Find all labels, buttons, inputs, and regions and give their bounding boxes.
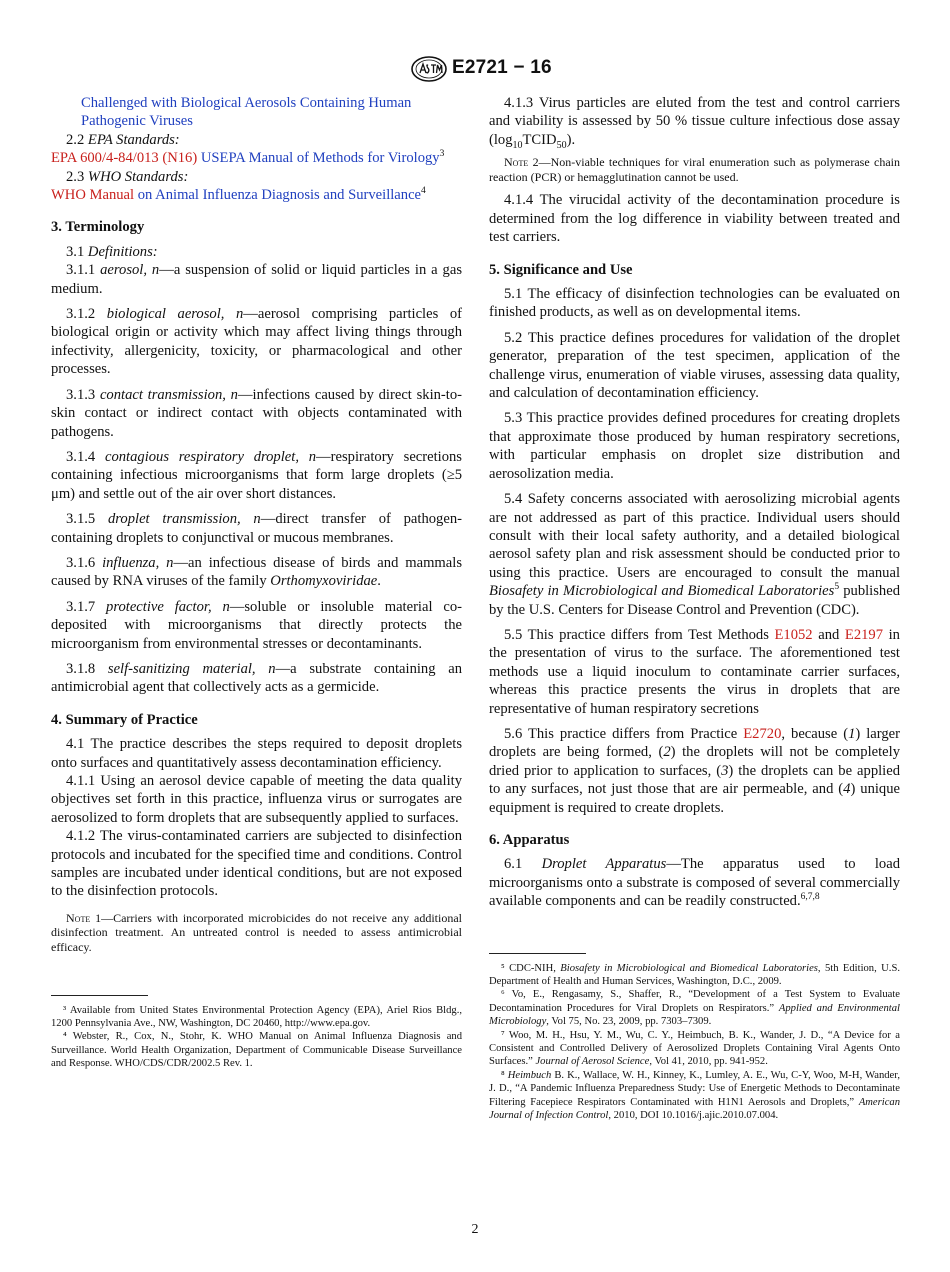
astm-logo-icon	[411, 56, 447, 82]
paragraph-5-5: 5.5 This practice differs from Test Methods E1052 and E2197 in the presentation of virus to the surface. The aforementioned test methods use a liquid inoculum to contaminate carrier surfaces, whereas this practice presents the virus in droplets that are representative of human respiratory secretions	[489, 626, 900, 717]
standard-designation: E2721 − 16	[452, 57, 552, 78]
reference-continuation[interactable]: Challenged with Biological Aerosols Containing Human Pathogenic Viruses	[81, 95, 412, 130]
definition-protective-factor: 3.1.7 protective factor, n—soluble or insoluble material co-deposited with microorganisms that directly protects the microorganism from environmental stresses or decontaminants.	[51, 598, 463, 652]
reference-epa[interactable]: EPA 600/4-84/013 (N16) USEPA Manual of Methods for Virology$^3$	[51, 149, 445, 167]
footnote-5: ⁵ CDC-NIH, Biosafety in Microbiological and Biomedical Laboratories, 5th Edition, U.S. Department of Health and Human Services, Washington, D.C., 2009.	[489, 962, 901, 988]
definition-biological-aerosol: 3.1.2 biological aerosol, n—aerosol comprising particles of biological origin or activity which may affect living things through infectivity, allergenicity, toxicity, or pharmacological and other processes.	[51, 306, 462, 378]
footnote-7: ⁷ Woo, M. H., Hsu, Y. M., Wu, C. Y., Heimbuch, B. K., Wander, J. D., “A Device for a Consistent and Controlled Delivery of Aerosolized Droplets Containing Viral Agents Onto Surfaces.” Journal of Aerosol Science, Vol 41, 2010, pp. 941-952.	[489, 1029, 900, 1068]
note-2: Note 2—Non-viable techniques for viral enumeration such as polymerase chain reaction (PCR) or hemagglutination cannot be used.	[489, 155, 900, 184]
paragraph-5-3: 5.3 This practice provides defined procedures for creating droplets that approximate those produced by human respiratory secretions, with particular emphasis on droplet size distribution and aerosolization media.	[489, 410, 900, 482]
footnote-divider	[489, 953, 586, 954]
footnote-6: ⁶ Vo, E., Rengasamy, S., Shaffer, R., “Development of a Test System to Evaluate Decontamination Procedures for Viral Droplets on Respirators.” Applied and Environmental Microbiology, Vol 75, No. 23, 2009, pp. 7303–7309.	[489, 989, 900, 1028]
footnote-divider	[51, 995, 148, 996]
paragraph-5-4: 5.4 Safety concerns associated with aerosolizing microbial agents are not addressed as part of this practice. Individual users should consult with their local safety authority, and a detailed biological aerosol safety plan and risk assessment should be conducted prior to using this practice. Users are encouraged to consult the manual Biosafety in Microbiological and Biomedical Laboratories$^5$ published by the U.S. Centers for Disease Control and Prevention (CDC).	[489, 491, 900, 618]
definition-contact-transmission: 3.1.3 contact transmission, n—infections caused by direct skin-to-skin contact or indirect contact with objects contaminated with pathogens.	[51, 386, 463, 440]
page-number: 2	[471, 1222, 479, 1237]
definition-respiratory-droplet: 3.1.4 contagious respiratory droplet, n—respiratory secretions containing infectious microorganisms that form large droplets (≥5 μm) and settle out of the air over short distances.	[51, 448, 462, 502]
reference-who[interactable]: WHO Manual on Animal Influenza Diagnosis and Surveillance$^4$	[51, 186, 426, 204]
section-heading-summary: 4. Summary of Practice	[51, 711, 198, 728]
definition-influenza: 3.1.6 influenza, n—an infectious disease of birds and mammals caused by RNA viruses of the family Orthomyxoviridae.	[51, 554, 462, 590]
paragraph-6-1: 6.1 Droplet Apparatus—The apparatus used to load microorganisms onto a substrate is composed of several commercially available components and can be readily constructed.$^{6,7,8}$	[489, 856, 900, 910]
paragraph-4-1-1: 4.1.1 Using an aerosol device capable of meeting the data quality objectives set forth in this practice, influenza virus or surrogates are aerosolized to form droplets that are subsequently applied to surfaces.	[51, 773, 462, 826]
paragraph-4-1-2: 4.1.2 The virus-contaminated carriers are subjected to disinfection protocols and incubated for the specified time and conditions. Control samples are incubated under identical conditions, but are not exposed to the disinfection protocols.	[51, 828, 462, 900]
paragraph-4-1-3: 4.1.3 Virus particles are eluted from the test and control carriers and viability is assessed by 50 % tissue culture infectious dose assay $(\log_{10}TCID_{50})$.	[489, 95, 900, 151]
link-e2197[interactable]: E2197	[844, 626, 884, 643]
definition-self-sanitizing: 3.1.8 self-sanitizing material, n—a substrate containing an antimicrobial agent that collectively acts as a germicide.	[51, 660, 462, 696]
note-1: Note 1—Carriers with incorporated microbicides do not receive any additional disinfection treatment. An untreated control is needed to assess antimicrobial efficacy.	[51, 910, 462, 955]
footnote-4: ⁴ Webster, R., Cox, N., Stohr, K. WHO Manual on Animal Influenza Diagnosis and Surveillance. World Health Organization, Department of Communicable Disease Surveillance and Response. WHO/CDS/CDR/2002.5 Rev. 1.	[51, 1031, 462, 1070]
footnote-8: ⁸ Heimbuch B. K., Wallace, W. H., Kinney, K., Lumley, A. E., Wu, C-Y, Woo, M-H, Wander, J. D., “A Pandemic Influenza Preparedness Study: Use of Energetic Methods to Decontaminate Filtering Facepiece Respirators Contaminated with H1N1 Aerosols and Droplets,” American Journal of Infection Control, 2010, DOI 10.1016/j.ajic.2010.07.004.	[489, 1069, 900, 1122]
footnote-3: ³ Available from United States Environmental Protection Agency (EPA), Ariel Rios Bldg., 1200 Pennsylvania Ave., NW, Washington, DC 20460, http://www.epa.gov.	[51, 1004, 462, 1030]
link-e2720[interactable]: E2720	[743, 725, 782, 742]
definition-droplet-transmission: 3.1.5 droplet transmission, n—direct transfer of pathogen-containing droplets to conjunctival or mucous membranes.	[51, 511, 462, 546]
definition-aerosol: 3.1.1 aerosol, n—a suspension of solid or liquid particles in a gas medium.	[51, 262, 462, 297]
paragraph-5-1: 5.1 The efficacy of disinfection technologies can be evaluated on finished products, as well as on developmental items.	[489, 286, 900, 321]
link-e1052[interactable]: E1052	[774, 626, 813, 643]
paragraph-4-1-4: 4.1.4 The virucidal activity of the decontamination procedure is determined from the log difference in viability between treated and test carriers.	[489, 192, 900, 246]
paragraph-4-1: 4.1 The practice describes the steps required to deposit droplets onto surfaces and quantitatively assess decontamination efficiency.	[51, 736, 462, 771]
paragraph-5-2: 5.2 This practice defines procedures for validation of the droplet generator, preparation of the test specimen, application of the challenge virus, enumeration of viable viruses, assessing data quality, and calculation of decontamination efficiency.	[489, 329, 900, 402]
section-heading-apparatus: 6. Apparatus	[489, 832, 570, 848]
left-column: Challenged with Biological Aerosols Containing Human Pathogenic Viruses 2.2 EPA Standards: EPA 600/4-84/013 (N16) USEPA Manual of Methods for Virology$^3$ 2.3 WHO Standards: WHO Manual on Animal Influenza Diagnosis and Surveillance$^4$ 3. Terminology 3.1 Definitions: 3.1.1 aerosol, n—a suspension of solid or liquid particles in a gas medium. 3.1.2 biological aerosol, n—aerosol comprising particles of biological origin or activity which may affect living things through infectivity, allergenicity, toxicity, or pharmacological and other processes. 3.1.3 contact transmission, n—infections caused by direct skin-to-skin contact or indirect contact with objects contaminated with pathogens. 3.1.4 contagious respiratory droplet, n—respiratory secretions containing infectious microorganisms that form large droplets (≥5 μm) and settle out of the air over short distances. 3.1.5 droplet transmission, n—direct transfer of pathogen-containing droplets to conjunctival or mucous membranes. 3.1.6 influenza, n—an infectious disease of birds and mammals caused by RNA viruses of the family Orthomyxoviridae. 3.1.7 protective factor, n—soluble or insoluble material co-deposited with microorganisms that directly protects the microorganism from environmental stresses or decontaminants. 3.1.8 self-sanitizing material, n—a substrate containing an antimicrobial agent that collectively acts as a germicide. 4. Summary of Practice 4.1 The practice describes the steps required to deposit droplets onto surfaces and quantitatively assess decontamination efficiency. 4.1.1 Using an aerosol device capable of meeting the data quality objectives set forth in this practice, influenza virus or surrogates are aerosolized to form droplets that are subsequently applied to surfaces. 4.1.2 The virus-contaminated carriers are subjected to disinfection protocols and incubated for the specified time and conditions. Control samples are incubated under identical conditions, but are not exposed to the disinfection protocols. Note 1—Carriers with incorporated microbicides do not receive any additional disinfection treatment. An untreated control is needed to assess antimicrobial efficacy. ³ Available from United States Environmental Protection Agency (EPA), Ariel Rios Bldg., 1200 Pennsylvania Ave., NW, Washington, DC 20460, http://www.epa.gov. ⁴ Webster, R., Cox, N., Stohr, K. WHO Manual on Animal Influenza Diagnosis and Surveillance. World Health Organization, Department of Communicable Disease Surveillance and Response. WHO/CDS/CDR/2002.5 Rev. 1.	[51, 95, 463, 1070]
section-heading-significance: 5. Significance and Use	[489, 261, 633, 278]
page-header	[0, 56, 950, 86]
right-column	[489, 94, 900, 1123]
section-heading-terminology: 3. Terminology	[51, 219, 145, 236]
paragraph-5-6: 5.6 This practice differs from Practice E2720, because (1) larger droplets are being formed, (2) the droplets will not be completely dried prior to application to surfaces, (3) the droplets can be applied to any surfaces, not just those that are air permeable, and (4) unique equipment is required to create droplets.	[489, 725, 901, 816]
